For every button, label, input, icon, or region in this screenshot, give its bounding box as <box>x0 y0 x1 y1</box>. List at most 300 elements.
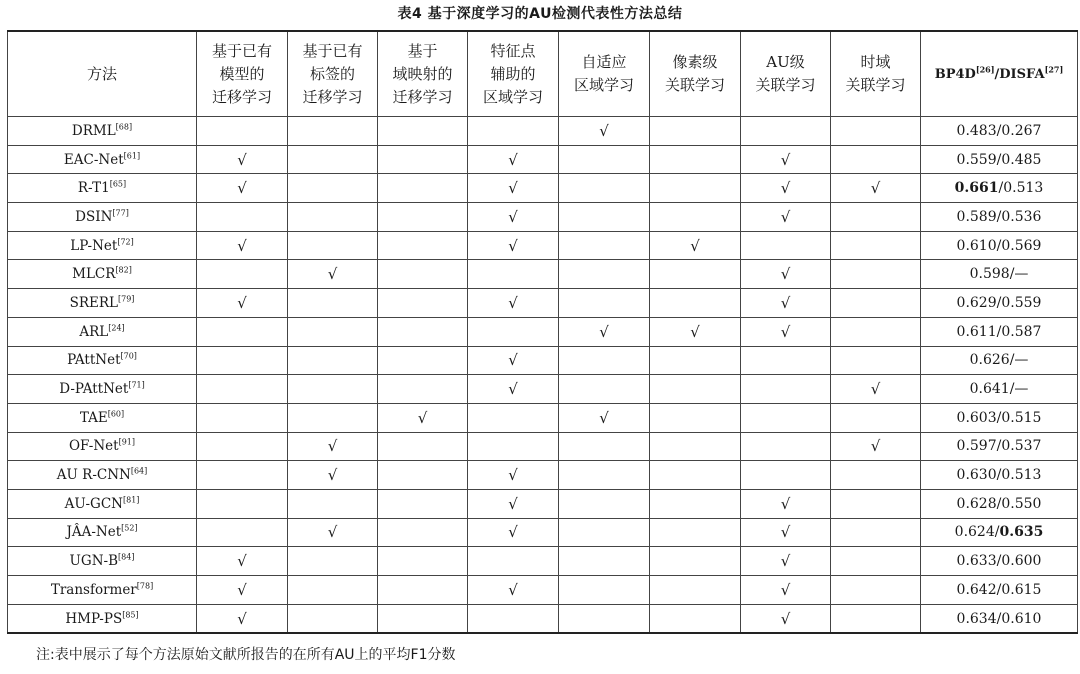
check-mark-icon: √ <box>508 380 518 399</box>
method-reference: [70] <box>120 351 137 361</box>
check-cell <box>831 604 921 633</box>
method-name-cell <box>8 260 197 289</box>
score-separator: / <box>996 438 1002 455</box>
check-cell <box>559 489 650 518</box>
bp4d-score: 0.661 <box>954 180 999 197</box>
check-mark-icon: √ <box>870 179 881 198</box>
check-cell <box>468 145 559 174</box>
disfa-score: 0.559 <box>1001 294 1042 311</box>
check-mark-icon: √ <box>327 437 338 456</box>
check-cell <box>559 604 650 633</box>
check-cell <box>831 174 921 203</box>
method-name-cell <box>8 403 197 432</box>
header-method: 方法 <box>8 31 197 117</box>
check-cell <box>650 346 741 375</box>
check-cell <box>831 317 921 346</box>
table-header-row <box>8 31 1078 117</box>
score-separator: / <box>996 294 1002 311</box>
score-cell <box>921 461 1078 490</box>
method-reference: [81] <box>122 495 140 505</box>
check-cell <box>831 289 921 318</box>
score-separator: / <box>996 208 1002 225</box>
check-cell <box>559 461 650 490</box>
check-cell <box>650 260 741 289</box>
method-name: DRML <box>71 122 116 139</box>
header-col-8 <box>831 31 921 117</box>
method-reference: [82] <box>115 265 132 275</box>
check-mark-icon: √ <box>237 293 247 312</box>
check-cell <box>288 375 378 404</box>
check-cell <box>197 547 288 576</box>
header-line: 迁移学习 <box>302 87 363 106</box>
score-separator: / <box>1009 352 1015 369</box>
check-mark-icon: √ <box>508 293 518 312</box>
method-name: UGN-B <box>69 553 119 570</box>
score-separator: / <box>994 524 1000 541</box>
score-cell <box>921 432 1078 461</box>
method-name-cell <box>8 117 197 146</box>
check-cell <box>559 260 650 289</box>
header-score <box>921 31 1078 117</box>
bp4d-score: 0.634 <box>956 610 997 627</box>
check-cell <box>650 231 741 260</box>
score-cell <box>921 518 1078 547</box>
check-cell <box>559 432 650 461</box>
table-row <box>8 203 1078 232</box>
score-separator: / <box>996 151 1002 168</box>
check-mark-icon: √ <box>417 408 428 427</box>
check-cell <box>197 489 288 518</box>
check-mark-icon: √ <box>780 552 791 571</box>
check-cell <box>468 432 559 461</box>
check-cell <box>741 489 831 518</box>
header-col-4 <box>468 31 559 117</box>
check-mark-icon: √ <box>870 380 881 399</box>
table-row <box>8 547 1078 576</box>
check-cell <box>197 576 288 605</box>
check-cell <box>288 317 378 346</box>
check-cell <box>378 346 468 375</box>
method-name: EAC-Net <box>63 151 124 168</box>
check-cell <box>468 346 559 375</box>
bp4d-score: 0.633 <box>956 553 997 570</box>
check-mark-icon: √ <box>508 351 518 370</box>
check-cell <box>468 518 559 547</box>
bp4d-score: 0.629 <box>956 294 997 311</box>
table-body <box>8 117 1078 634</box>
check-cell <box>197 289 288 318</box>
method-reference: [24] <box>108 323 125 333</box>
header-line: 辅助的 <box>490 64 536 83</box>
header-col-7 <box>741 31 831 117</box>
check-cell <box>197 346 288 375</box>
check-cell <box>741 461 831 490</box>
header-score-part: /DISFA <box>994 66 1045 82</box>
check-cell <box>741 117 831 146</box>
check-cell <box>197 117 288 146</box>
method-name-cell <box>8 576 197 605</box>
methods-table <box>7 30 1078 634</box>
check-cell <box>197 375 288 404</box>
method-name: Transformer <box>50 581 137 598</box>
disfa-score: 0.635 <box>999 524 1044 541</box>
header-line: 特征点 <box>490 41 536 60</box>
check-cell <box>468 461 559 490</box>
score-cell <box>921 547 1078 576</box>
check-mark-icon: √ <box>327 523 338 542</box>
disfa-score: 0.537 <box>1001 438 1042 455</box>
check-cell <box>288 461 378 490</box>
check-cell <box>378 403 468 432</box>
check-mark-icon: √ <box>780 150 791 169</box>
check-cell <box>378 489 468 518</box>
check-cell <box>288 117 378 146</box>
table-note: 注:表中展示了每个方法原始文献所报告的在所有AU上的平均F1分数 <box>36 647 456 663</box>
score-cell <box>921 604 1078 633</box>
check-cell <box>288 145 378 174</box>
score-cell <box>921 289 1078 318</box>
method-reference: [77] <box>112 208 129 218</box>
check-cell <box>468 231 559 260</box>
method-name-cell <box>8 203 197 232</box>
method-name: R-T1 <box>77 180 110 197</box>
table-row <box>8 375 1078 404</box>
bp4d-score: 0.597 <box>956 438 997 455</box>
check-cell <box>378 576 468 605</box>
check-cell <box>650 375 741 404</box>
disfa-score: 0.610 <box>1001 610 1042 627</box>
score-cell <box>921 174 1078 203</box>
header-line: 基于已有 <box>302 41 363 60</box>
method-reference: [91] <box>118 437 136 447</box>
check-cell <box>650 489 741 518</box>
check-cell <box>831 432 921 461</box>
disfa-score: 0.485 <box>1001 151 1042 168</box>
score-cell <box>921 489 1078 518</box>
check-cell <box>650 317 741 346</box>
bp4d-score: 0.624 <box>954 524 995 541</box>
score-cell <box>921 346 1078 375</box>
check-mark-icon: √ <box>780 265 791 284</box>
check-cell <box>741 403 831 432</box>
method-reference: [84] <box>118 552 135 562</box>
bp4d-score: 0.589 <box>956 208 997 225</box>
check-cell <box>741 174 831 203</box>
score-cell <box>921 317 1078 346</box>
check-cell <box>197 604 288 633</box>
check-cell <box>741 375 831 404</box>
method-name-cell <box>8 231 197 260</box>
check-cell <box>468 576 559 605</box>
header-line: 像素级 <box>672 53 718 71</box>
check-mark-icon: √ <box>237 236 247 255</box>
check-mark-icon: √ <box>237 580 247 599</box>
score-cell <box>921 145 1078 174</box>
check-cell <box>559 174 650 203</box>
method-name-cell <box>8 289 197 318</box>
check-cell <box>741 203 831 232</box>
check-cell <box>468 403 559 432</box>
check-cell <box>831 403 921 432</box>
check-mark-icon: √ <box>508 494 518 513</box>
method-name: JÂA-Net <box>66 524 122 541</box>
score-separator: / <box>996 323 1002 340</box>
bp4d-score: 0.603 <box>956 409 997 426</box>
check-cell <box>831 547 921 576</box>
check-mark-icon: √ <box>508 179 518 198</box>
check-cell <box>741 604 831 633</box>
header-line: 模型的 <box>219 64 265 83</box>
check-mark-icon: √ <box>780 207 791 226</box>
header-line: AU级 <box>766 53 805 71</box>
check-cell <box>559 203 650 232</box>
method-name: HMP-PS <box>65 610 123 627</box>
method-name-cell <box>8 547 197 576</box>
check-cell <box>741 547 831 576</box>
score-cell <box>921 260 1078 289</box>
score-separator: / <box>996 409 1002 426</box>
check-cell <box>197 231 288 260</box>
check-mark-icon: √ <box>690 322 700 341</box>
check-cell <box>288 289 378 318</box>
table-row <box>8 145 1078 174</box>
score-cell <box>921 375 1078 404</box>
check-cell <box>468 547 559 576</box>
table-row <box>8 289 1078 318</box>
method-reference: [52] <box>121 523 138 533</box>
disfa-score: 0.569 <box>1001 237 1042 254</box>
table-row <box>8 604 1078 633</box>
score-cell <box>921 231 1078 260</box>
disfa-score: — <box>1014 381 1029 398</box>
disfa-score: 0.615 <box>1001 581 1042 598</box>
check-cell <box>378 260 468 289</box>
bp4d-score: 0.626 <box>969 352 1010 369</box>
bp4d-score: 0.559 <box>956 151 997 168</box>
check-cell <box>831 260 921 289</box>
check-cell <box>288 260 378 289</box>
check-cell <box>559 576 650 605</box>
check-cell <box>288 403 378 432</box>
check-cell <box>288 174 378 203</box>
check-cell <box>378 518 468 547</box>
method-name: DSIN <box>75 208 113 225</box>
header-line: 关联学习 <box>664 76 725 94</box>
check-cell <box>650 403 741 432</box>
method-name-cell <box>8 375 197 404</box>
method-name-cell <box>8 518 197 547</box>
check-cell <box>741 260 831 289</box>
check-cell <box>831 576 921 605</box>
score-separator: / <box>1009 381 1015 398</box>
bp4d-score: 0.611 <box>956 323 997 340</box>
check-mark-icon: √ <box>599 322 609 341</box>
method-reference: [61] <box>123 151 141 161</box>
header-line: 基于 <box>407 41 438 60</box>
method-name-cell <box>8 489 197 518</box>
method-name: SRERL <box>69 294 118 311</box>
disfa-score: — <box>1014 266 1029 283</box>
check-mark-icon: √ <box>780 179 791 198</box>
bp4d-score: 0.598 <box>969 266 1010 283</box>
check-cell <box>559 375 650 404</box>
method-name: MLCR <box>72 266 116 283</box>
check-cell <box>741 432 831 461</box>
check-cell <box>468 289 559 318</box>
method-name: OF-Net <box>68 438 119 455</box>
check-cell <box>831 518 921 547</box>
header-score-part: BP4D <box>934 66 976 82</box>
check-cell <box>468 317 559 346</box>
check-cell <box>831 375 921 404</box>
check-cell <box>288 576 378 605</box>
method-name-cell <box>8 461 197 490</box>
check-cell <box>650 203 741 232</box>
table-row <box>8 117 1078 146</box>
check-cell <box>650 461 741 490</box>
check-cell <box>650 174 741 203</box>
check-mark-icon: √ <box>237 552 247 571</box>
header-score-part: [26] <box>975 64 995 75</box>
check-mark-icon: √ <box>508 150 518 169</box>
check-cell <box>831 203 921 232</box>
check-cell <box>559 518 650 547</box>
check-mark-icon: √ <box>780 609 791 628</box>
method-reference: [71] <box>128 380 145 390</box>
check-mark-icon: √ <box>237 150 247 169</box>
check-cell <box>197 432 288 461</box>
check-mark-icon: √ <box>780 494 791 513</box>
check-mark-icon: √ <box>508 466 518 485</box>
disfa-score: 0.513 <box>1003 180 1044 197</box>
check-cell <box>831 461 921 490</box>
method-name-cell <box>8 346 197 375</box>
check-cell <box>288 518 378 547</box>
table-row <box>8 346 1078 375</box>
header-line: 域映射的 <box>392 64 453 83</box>
disfa-score: 0.600 <box>1001 553 1042 570</box>
table-caption: 表4 基于深度学习的AU检测代表性方法总结 <box>397 6 683 22</box>
check-mark-icon: √ <box>870 437 881 456</box>
method-name: TAE <box>79 409 108 426</box>
check-mark-icon: √ <box>508 580 518 599</box>
check-mark-icon: √ <box>599 408 609 427</box>
check-cell <box>741 518 831 547</box>
header-col-2 <box>288 31 378 117</box>
check-cell <box>468 174 559 203</box>
check-cell <box>650 289 741 318</box>
header-col-6 <box>650 31 741 117</box>
header-col-1 <box>197 31 288 117</box>
score-cell <box>921 403 1078 432</box>
method-name: ARL <box>79 323 109 340</box>
check-cell <box>197 203 288 232</box>
bp4d-score: 0.630 <box>956 467 997 484</box>
check-cell <box>197 518 288 547</box>
method-reference: [60] <box>107 409 125 419</box>
bp4d-score: 0.628 <box>956 495 997 512</box>
check-cell <box>197 461 288 490</box>
disfa-score: 0.587 <box>1001 323 1042 340</box>
check-cell <box>831 489 921 518</box>
check-cell <box>468 117 559 146</box>
method-reference: [65] <box>109 179 127 189</box>
method-name-cell <box>8 317 197 346</box>
check-cell <box>197 317 288 346</box>
check-cell <box>288 231 378 260</box>
check-mark-icon: √ <box>508 236 518 255</box>
header-line: 区域学习 <box>573 76 634 94</box>
method-name-cell <box>8 174 197 203</box>
check-cell <box>468 203 559 232</box>
check-cell <box>378 145 468 174</box>
disfa-score: — <box>1014 352 1029 369</box>
disfa-score: 0.536 <box>1001 208 1042 225</box>
check-cell <box>650 518 741 547</box>
check-cell <box>741 317 831 346</box>
header-line: 基于已有 <box>211 41 272 60</box>
table-row <box>8 231 1078 260</box>
score-separator: / <box>996 610 1002 627</box>
check-mark-icon: √ <box>327 466 338 485</box>
check-cell <box>288 203 378 232</box>
check-cell <box>378 432 468 461</box>
check-cell <box>831 231 921 260</box>
check-cell <box>559 231 650 260</box>
check-mark-icon: √ <box>599 121 609 140</box>
method-name: LP-Net <box>70 237 118 254</box>
check-cell <box>559 117 650 146</box>
method-name: D-PAttNet <box>59 381 129 398</box>
score-separator: / <box>998 180 1004 197</box>
check-cell <box>650 145 741 174</box>
check-cell <box>650 547 741 576</box>
bp4d-score: 0.642 <box>956 581 997 598</box>
check-cell <box>650 432 741 461</box>
score-separator: / <box>996 495 1002 512</box>
header-line: 自适应 <box>581 53 627 71</box>
method-reference: [85] <box>122 610 139 620</box>
header-line: 关联学习 <box>755 76 816 94</box>
disfa-score: 0.550 <box>1001 495 1042 512</box>
check-cell <box>741 576 831 605</box>
score-separator: / <box>996 581 1002 598</box>
bp4d-score: 0.483 <box>956 122 997 139</box>
check-cell <box>288 604 378 633</box>
check-cell <box>197 174 288 203</box>
check-cell <box>831 117 921 146</box>
method-reference: [79] <box>117 294 135 304</box>
check-cell <box>650 604 741 633</box>
method-name-cell <box>8 604 197 633</box>
header-line: 迁移学习 <box>211 87 272 106</box>
method-reference: [68] <box>115 122 133 132</box>
check-cell <box>559 547 650 576</box>
check-mark-icon: √ <box>690 236 700 255</box>
table-row <box>8 489 1078 518</box>
check-cell <box>741 231 831 260</box>
method-reference: [72] <box>117 237 134 247</box>
check-mark-icon: √ <box>780 580 791 599</box>
check-cell <box>559 346 650 375</box>
check-cell <box>559 145 650 174</box>
check-cell <box>741 346 831 375</box>
table-row <box>8 403 1078 432</box>
header-line: 迁移学习 <box>392 87 453 106</box>
check-cell <box>468 489 559 518</box>
check-cell <box>559 403 650 432</box>
check-cell <box>288 346 378 375</box>
